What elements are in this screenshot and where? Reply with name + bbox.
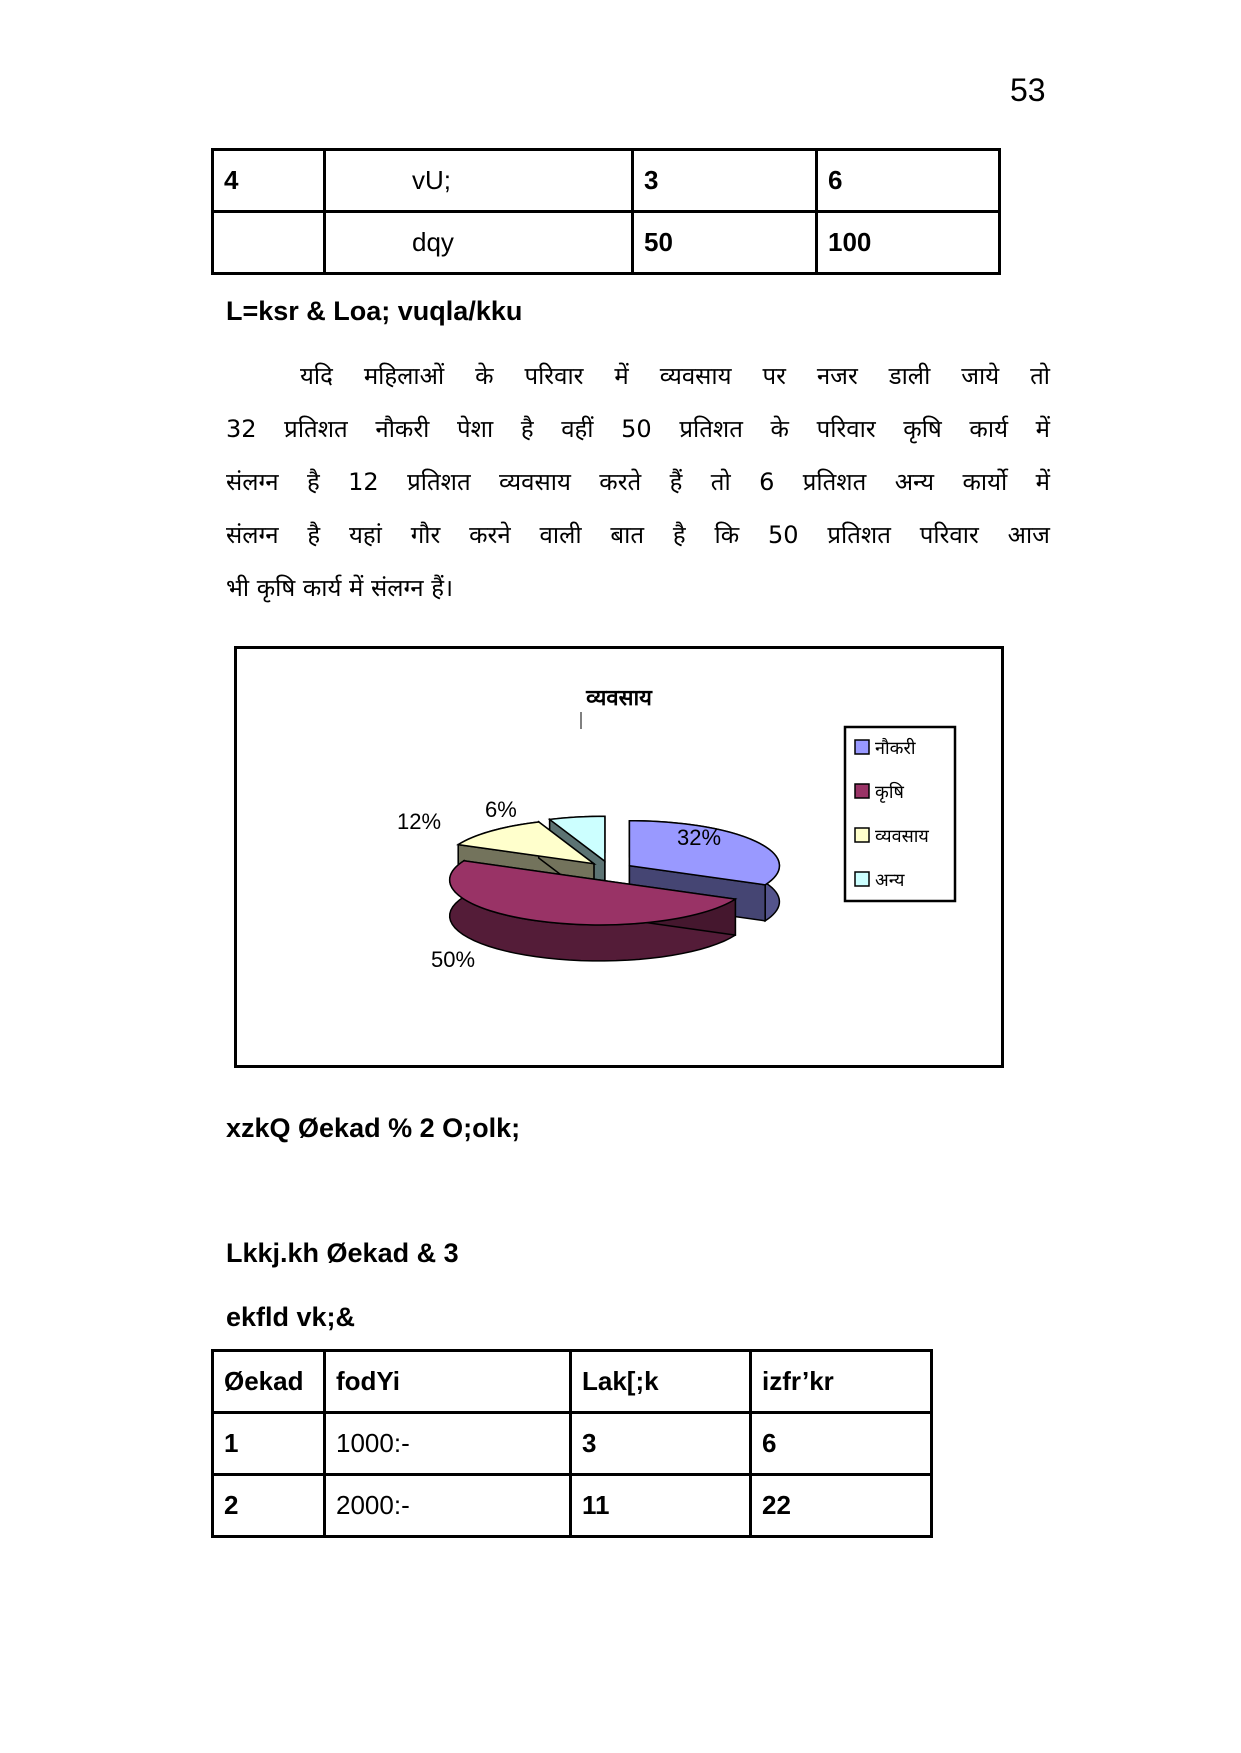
- section-heading: L=ksr & Loa; vuqla/kku: [226, 296, 523, 326]
- table-row: [213, 212, 1000, 274]
- table-cell: 3: [571, 1413, 751, 1475]
- legend-swatch: [855, 740, 869, 754]
- page-number: 53: [1010, 72, 1046, 108]
- table-cell: dqy: [325, 212, 633, 274]
- paragraph-line: संलग्न है 12 प्रतिशत व्यवसाय करते हैं तो 6 प्रतिशत अन्य कार्यो में: [226, 468, 1050, 496]
- table-cell: 1000:-: [325, 1413, 571, 1475]
- graph-caption: xzkQ Øekad % 2 O;olk;: [226, 1113, 521, 1143]
- table-cell: 3: [633, 150, 817, 212]
- table-cell: 2000:-: [325, 1475, 571, 1537]
- table-row: [213, 1475, 932, 1537]
- table-header-cell: izfr’kr: [751, 1351, 932, 1413]
- table-header-cell: Lak[;k: [571, 1351, 751, 1413]
- paragraph-line: भी कृषि कार्य में संलग्न हैं।: [226, 574, 454, 602]
- table-cell: 6: [817, 150, 1000, 212]
- legend-label: नौकरी: [875, 738, 916, 759]
- legend-swatch: [855, 828, 869, 842]
- table-cell: 4: [213, 150, 325, 212]
- data-label-4: 6%: [485, 797, 517, 822]
- top-table: [211, 148, 1001, 275]
- table-row: [213, 1413, 932, 1475]
- chart-title: व्यवसाय: [586, 686, 652, 711]
- legend-label: व्यवसाय: [875, 826, 929, 847]
- paragraph-line: यदि महिलाओं के परिवार में व्यवसाय पर नजर डाली जाये तो: [300, 362, 1050, 390]
- section-subheading: ekfld vk;&: [226, 1302, 356, 1332]
- data-label-2: 50%: [431, 947, 476, 972]
- legend-label: कृषि: [875, 782, 904, 803]
- table-cell: 6: [751, 1413, 932, 1475]
- chart-canvas: [237, 649, 1001, 1065]
- table-cell: [213, 212, 325, 274]
- income-table: [211, 1349, 933, 1538]
- chart-legend: [845, 727, 955, 901]
- table-cell: 22: [751, 1475, 932, 1537]
- data-label-3: 12%: [397, 809, 442, 834]
- section-heading: Lkkj.kh Øekad & 3: [226, 1238, 459, 1268]
- legend-swatch: [855, 784, 869, 798]
- table-cell: 2: [213, 1475, 325, 1537]
- table-cell: 11: [571, 1475, 751, 1537]
- legend-swatch: [855, 872, 869, 886]
- table-cell: 50: [633, 212, 817, 274]
- legend-label: अन्य: [875, 870, 905, 891]
- pie-chart: [234, 646, 1004, 1068]
- table-cell: vU;: [325, 150, 633, 212]
- table-cell: 100: [817, 212, 1000, 274]
- paragraph-line: 32 प्रतिशत नौकरी पेशा है वहीं 50 प्रतिशत के परिवार कृषि कार्य में: [226, 415, 1050, 443]
- table-header-cell: Øekad: [213, 1351, 325, 1413]
- table-header-row: [213, 1351, 932, 1413]
- table-header-cell: fodYi: [325, 1351, 571, 1413]
- table-row: [213, 150, 1000, 212]
- body-paragraph: [226, 350, 1050, 615]
- paragraph-line: संलग्न है यहां गौर करने वाली बात है कि 50 प्रतिशत परिवार आज: [226, 521, 1050, 549]
- table-cell: 1: [213, 1413, 325, 1475]
- data-label-1: 32%: [677, 825, 722, 850]
